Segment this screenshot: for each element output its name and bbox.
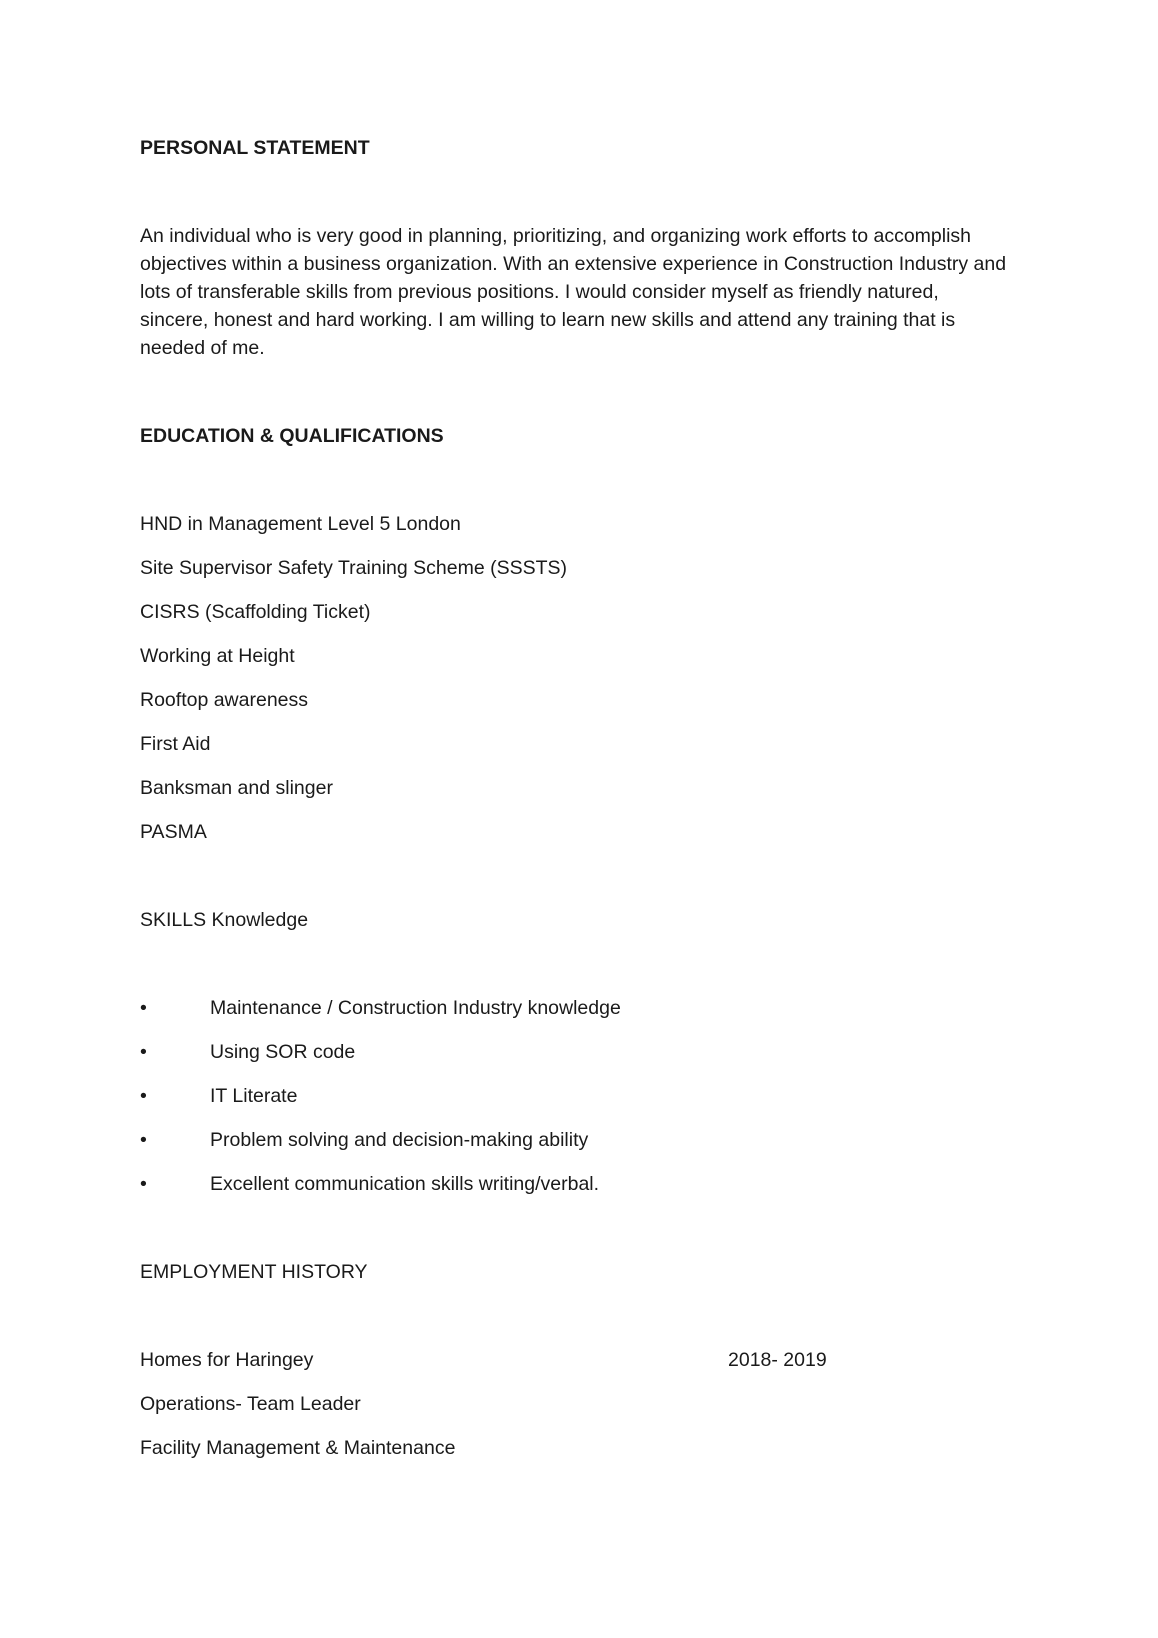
statement-line: objectives within a business organization. With an extensive experience in Construction Industry and — [140, 253, 1007, 275]
skill-text: Excellent communication skills writing/verbal. — [210, 1173, 600, 1195]
education-item: Working at Height — [140, 645, 295, 667]
employment-dates: 2018- 2019 — [728, 1349, 827, 1371]
skill-item — [140, 1126, 1040, 1154]
skill-item — [140, 1082, 1040, 1110]
bullet-icon: • — [140, 997, 147, 1019]
education-item: HND in Management Level 5 London — [140, 513, 461, 535]
education-item: PASMA — [140, 821, 207, 843]
skill-item — [140, 1038, 1040, 1066]
education-item: CISRS (Scaffolding Ticket) — [140, 601, 371, 623]
skills-list — [140, 994, 1040, 1198]
skills-heading: SKILLS Knowledge — [140, 909, 309, 931]
skill-text: Maintenance / Construction Industry knowledge — [210, 997, 621, 1019]
bullet-icon: • — [140, 1129, 147, 1151]
bullet-icon: • — [140, 1173, 147, 1195]
job-department: Facility Management & Maintenance — [140, 1437, 456, 1459]
skill-item — [140, 994, 1040, 1022]
employment-entry — [140, 1346, 1040, 1462]
statement-line: lots of transferable skills from previous positions. I would consider myself as friendly natured, — [140, 281, 939, 303]
employment-heading: EMPLOYMENT HISTORY — [140, 1261, 368, 1283]
skill-item — [140, 1170, 1040, 1198]
education-item: Site Supervisor Safety Training Scheme (SSSTS) — [140, 557, 568, 579]
skill-text: IT Literate — [210, 1085, 298, 1107]
education-item: Rooftop awareness — [140, 689, 309, 711]
statement-line: An individual who is very good in planning, prioritizing, and organizing work efforts to accomplish — [140, 225, 972, 247]
education-item: Banksman and slinger — [140, 777, 333, 799]
bullet-icon: • — [140, 1041, 147, 1063]
personal-statement-paragraph — [140, 222, 1040, 362]
bullet-icon: • — [140, 1085, 147, 1107]
personal-statement-heading: PERSONAL STATEMENT — [140, 137, 370, 159]
job-role: Operations- Team Leader — [140, 1393, 361, 1415]
statement-line: sincere, honest and hard working. I am willing to learn new skills and attend any training that is — [140, 309, 956, 331]
document-content — [140, 134, 1040, 1462]
education-item: First Aid — [140, 733, 211, 755]
education-list — [140, 510, 1040, 846]
employer-name: Homes for Haringey — [140, 1349, 314, 1371]
skill-text: Problem solving and decision-making ability — [210, 1129, 589, 1151]
education-heading: EDUCATION & QUALIFICATIONS — [140, 425, 444, 447]
employer-row — [140, 1346, 1040, 1374]
statement-line: needed of me. — [140, 337, 265, 359]
skill-text: Using SOR code — [210, 1041, 356, 1063]
